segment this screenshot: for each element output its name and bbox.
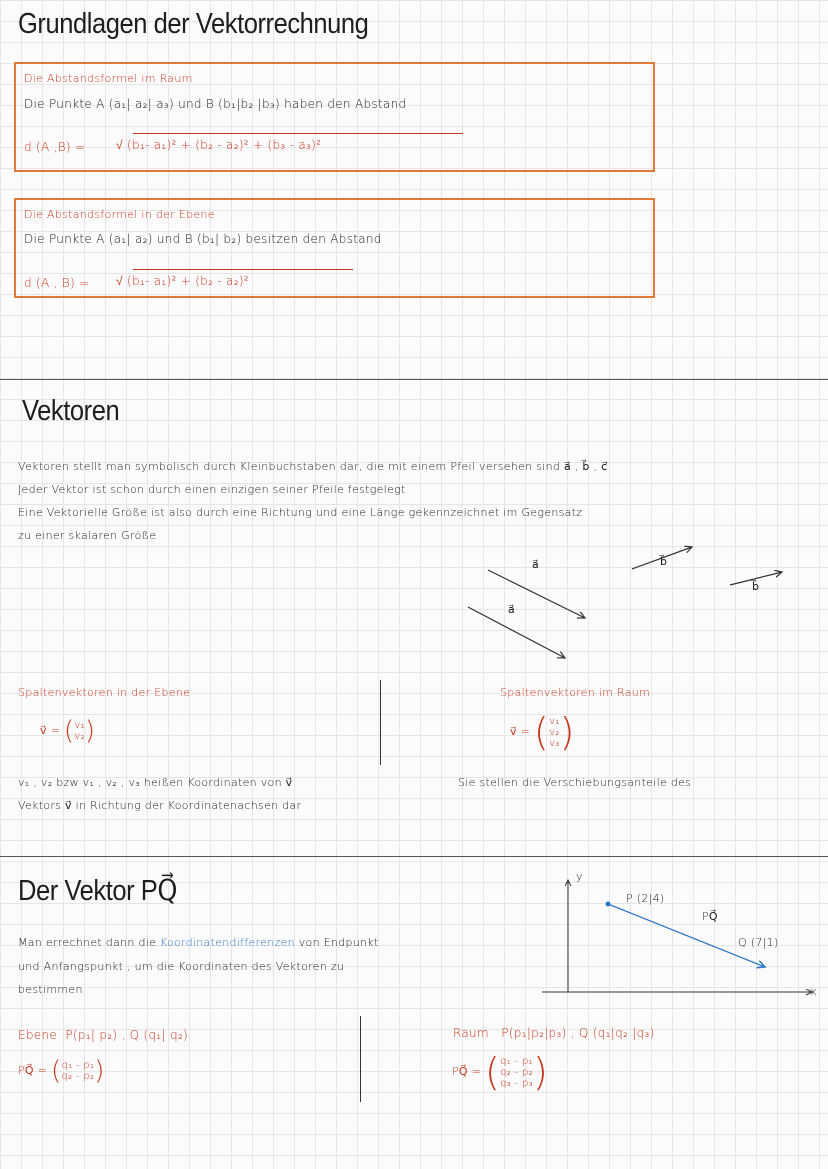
ebene-label: Ebene	[18, 1028, 58, 1042]
section-title-vektoren: Vektoren	[22, 395, 120, 427]
section-divider	[0, 856, 828, 857]
pq-2d-component-2: q₂ - p₂	[61, 1071, 95, 1082]
y-axis-label: y	[576, 870, 583, 883]
pq-3d-component-3: q₃ - p₃	[500, 1077, 533, 1089]
distance-formula-plane-box	[14, 198, 655, 298]
vector-label-a: a⃗	[532, 558, 540, 571]
section-title-vektor-pq: Der Vektor PQ⃗	[18, 875, 178, 907]
pq-lhs: PQ⃗ =	[18, 1064, 48, 1077]
section-divider	[0, 379, 828, 380]
v3-component-1: v₁	[549, 715, 560, 727]
point-p-label: P (2|4)	[626, 892, 665, 905]
vektoren-paragraph-line-4: zu einer skalaren Größe	[18, 529, 157, 542]
ebene-points-text: P(p₁| p₂) , Q (q₁| q₂)	[65, 1028, 189, 1042]
vektoren-paragraph-line-1: Vektoren stellt man symbolisch durch Kleinbuchstaben dar, die mit einem Pfeil versehen sind a⃗ , b⃗ , c⃗	[18, 460, 608, 473]
pq-column-3d: PQ⃗ = (q₁ - p₁ q₂ - p₂ q₃ - p₃)	[452, 1050, 549, 1094]
pq-column-2d: PQ⃗ = (q₁ - p₁ q₂ - p₂)	[18, 1056, 105, 1086]
column-vector-2d: v⃗ = (v₁ v₂)	[40, 716, 96, 746]
vector-v-lhs: v⃗ =	[510, 725, 531, 738]
box-plane-text: Die Punkte A (a₁| a₂) und B (b₁| b₂) besitzen den Abstand	[24, 232, 382, 246]
sqrt-bar	[133, 269, 353, 270]
vector-a-arrow-1	[488, 570, 585, 618]
pq-text-line-2: und Anfangspunkt , um die Koordinaten des Vektoren zu	[18, 960, 345, 973]
x-axis-label: x	[810, 985, 817, 998]
box-space-formula: √ (b₁- a₁)² + (b₂ - a₂)² + (b₃ - a₃)²	[116, 138, 322, 152]
pq-coordinate-graph	[540, 870, 825, 1000]
pq-3d-component-1: q₁ - p₁	[500, 1055, 533, 1067]
pq-text-highlight: Koordinatendifferenzen	[159, 936, 295, 949]
pq-lhs: PQ⃗ =	[452, 1065, 482, 1078]
column-divider	[380, 680, 381, 765]
v2-component-1: v₁	[74, 720, 85, 731]
raum-label: Raum	[453, 1026, 489, 1040]
box-plane-lhs: d (A , B) =	[24, 276, 90, 290]
pq-text-1a: Man errechnet dann die	[18, 936, 157, 949]
vector-label-b: b⃗	[752, 580, 760, 593]
vector-v-lhs: v⃗ =	[40, 724, 61, 737]
sqrt-bar	[133, 133, 463, 134]
pq-text-1b: von Endpunkt	[298, 936, 379, 949]
box-space-heading: Die Abstandsformel im Raum	[24, 72, 193, 85]
column-vectors-space-heading: Spaltenvektoren im Raum	[500, 686, 651, 699]
v3-component-2: v₂	[549, 726, 560, 738]
coordinates-text-line-2: Vektors v⃗ in Richtung der Koordinatenachsen dar	[18, 799, 302, 812]
coordinates-text-line-1b: Sie stellen die Verschiebungsanteile des	[458, 776, 692, 789]
ebene-points	[18, 1028, 188, 1042]
column-vectors-plane-heading: Spaltenvektoren in der Ebene	[18, 686, 191, 699]
pq-text-line-3: bestimmen	[18, 983, 83, 996]
v2-component-2: v₂	[74, 731, 85, 742]
distance-formula-space-box	[14, 62, 655, 172]
vector-arrows-illustration	[440, 540, 820, 660]
vector-a-arrow-2	[468, 607, 565, 658]
raum-points	[453, 1026, 655, 1040]
vector-label-a: a⃗	[508, 603, 516, 616]
box-space-text: Die Punkte A (a₁| a₂| a₃) und B (b₁|b₂ |b₃) haben den Abstand	[24, 97, 407, 111]
pq-3d-component-2: q₂ - p₂	[500, 1066, 533, 1078]
pq-text-line-1	[18, 936, 379, 949]
box-space-lhs: d (A ,B) =	[24, 140, 86, 154]
vektoren-paragraph-line-2: Jeder Vektor ist schon durch einen einzigen seiner Pfeile festgelegt	[18, 483, 406, 496]
formula-divider	[360, 1016, 361, 1102]
raum-points-text: P(p₁|p₂|p₃) , Q (q₁|q₂ |q₃)	[501, 1026, 655, 1040]
coordinates-text-line-1a: v₁ , v₂ bzw v₁ , v₂ , v₃ heißen Koordinaten von v⃗	[18, 776, 293, 789]
pq-2d-component-1: q₁ - p₁	[61, 1060, 95, 1071]
column-vector-3d: v⃗ = (v₁ v₂ v₃)	[510, 710, 575, 754]
box-plane-heading: Die Abstandsformel in der Ebene	[24, 208, 215, 221]
box-plane-formula: √ (b₁- a₁)² + (b₂ - a₂)²	[116, 274, 249, 288]
point-q-label: Q (7|1)	[738, 936, 779, 949]
v3-component-3: v₃	[549, 737, 560, 749]
vector-label-b: b⃗	[660, 555, 668, 568]
vektoren-paragraph-line-3: Eine Vektorielle Größe ist also durch eine Richtung und eine Länge gekennzeichnet im Gegensatz	[18, 506, 583, 519]
page-title: Grundlagen der Vektorrechnung	[18, 8, 369, 40]
vector-pq-label: PQ⃗	[702, 910, 718, 923]
